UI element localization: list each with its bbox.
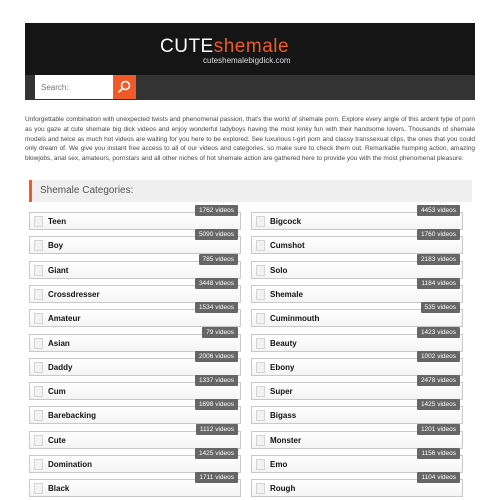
thumbnail-icon (34, 265, 43, 276)
category-name: Giant (48, 265, 69, 275)
category-name: Solo (270, 265, 288, 275)
category-item[interactable] (251, 352, 463, 376)
category-item[interactable] (251, 450, 463, 473)
category-item[interactable] (29, 352, 241, 376)
categories-title: Shemale Categories: (29, 180, 472, 202)
video-count-badge: 1698 videos (195, 399, 238, 410)
category-item[interactable] (29, 377, 241, 400)
video-count-badge: 1112 videos (196, 424, 238, 435)
logo-wordmark (160, 36, 289, 58)
video-count-badge: 1337 videos (195, 375, 238, 386)
thumbnail-icon (256, 289, 265, 300)
category-name: Asian (48, 338, 70, 348)
category-name: Black (48, 484, 70, 494)
video-count-badge: 1423 videos (417, 327, 460, 338)
category-item[interactable] (29, 231, 241, 254)
video-count-badge: 5090 videos (195, 229, 238, 240)
video-count-badge: 1760 videos (417, 229, 460, 240)
category-item[interactable] (29, 474, 241, 497)
category-item[interactable] (29, 450, 241, 473)
thumbnail-icon (256, 265, 265, 276)
category-name: Teen (48, 217, 67, 226)
video-count-badge: 785 videos (199, 254, 238, 265)
thumbnail-icon (34, 483, 43, 494)
thumbnail-icon (34, 313, 43, 324)
thumbnail-icon (256, 240, 265, 251)
video-count-badge: 4453 videos (417, 205, 460, 216)
category-name: Domination (48, 460, 92, 469)
intro-text: Unforgettable combination with unexpected twists and phenomenal passion, that's the world of shemale porn. Explore every angle of this ardent type of porn as you gaze at cute shemale big dick videos and enjoy wonderful ladyboys having the most kinky fun with their handsome lovers. Thousands of shemale models and twice as much hot videos are waiting for you here to be explored. See luxurious t-girl porn and classy transsexual clips, the ones that you could only dream of. We give you instant free access to all of our videos and categories, so make sure to check them out. Remarkable humping action, amazing blowjobs, anal sex, amateurs, pornstars and all other niches of hot shemale action are gathered here to provide you with the most phenomenal pleasure. (25, 116, 475, 163)
site-header (25, 23, 475, 75)
category-name: Beauty (270, 338, 297, 348)
video-count-badge: 3448 videos (195, 278, 238, 289)
category-name: Super (270, 387, 293, 397)
logo-shemale: shemale (213, 36, 290, 57)
video-count-badge: 1002 videos (417, 351, 460, 362)
thumbnail-icon (34, 216, 43, 227)
thumbnail-icon (256, 313, 265, 324)
thumbnail-icon (256, 216, 265, 227)
category-item[interactable] (29, 255, 241, 279)
thumbnail-icon (34, 338, 43, 349)
video-count-badge: 1156 videos (417, 448, 460, 459)
category-name: Boy (48, 241, 64, 251)
category-item[interactable] (29, 207, 241, 230)
category-name: Shemale (270, 289, 303, 299)
category-item[interactable] (251, 255, 463, 279)
category-name: Cumshot (270, 241, 305, 251)
category-item[interactable] (251, 474, 463, 497)
thumbnail-icon (256, 459, 265, 470)
category-name: Monster (270, 435, 302, 445)
thumbnail-icon (34, 459, 43, 470)
logo-domain: cuteshemalebigdick.com (203, 56, 291, 65)
thumbnail-icon (256, 483, 265, 494)
video-count-badge: 1425 videos (195, 448, 238, 459)
logo-cute: CUTE (160, 36, 214, 57)
thumbnail-icon (256, 410, 265, 421)
video-count-badge: 535 videos (421, 302, 460, 313)
categories-panel (29, 180, 472, 500)
video-count-badge: 1425 videos (417, 399, 460, 410)
category-item[interactable] (29, 328, 241, 352)
category-name: Daddy (48, 362, 73, 372)
video-count-badge: 2183 videos (417, 254, 460, 265)
category-name: Amateur (48, 314, 81, 324)
search-button[interactable] (113, 75, 136, 99)
category-item[interactable] (251, 328, 463, 352)
category-name: Rough (270, 484, 296, 494)
category-item[interactable] (29, 425, 241, 449)
category-name: Emo (270, 460, 288, 469)
search-input[interactable] (35, 75, 113, 99)
category-name: Crossdresser (48, 289, 100, 299)
category-item[interactable] (29, 304, 241, 327)
thumbnail-icon (34, 362, 43, 373)
video-count-badge: 1711 videos (195, 472, 238, 483)
video-count-badge: 2006 videos (195, 351, 238, 362)
search-icon (118, 80, 131, 93)
category-item[interactable] (251, 231, 463, 254)
video-count-badge: 1534 videos (195, 302, 238, 313)
category-item[interactable] (251, 279, 463, 303)
category-name: Bigass (270, 411, 297, 421)
category-name: Bigcock (270, 217, 302, 226)
site-logo[interactable] (160, 36, 320, 68)
category-item[interactable] (29, 401, 241, 424)
video-count-badge: 1184 videos (417, 278, 460, 289)
category-item[interactable] (251, 377, 463, 400)
category-name: Cum (48, 387, 66, 397)
video-count-badge: 2478 videos (417, 375, 460, 386)
thumbnail-icon (256, 338, 265, 349)
thumbnail-icon (34, 240, 43, 251)
thumbnail-icon (34, 435, 43, 446)
video-count-badge: 1762 videos (195, 205, 238, 216)
thumbnail-icon (256, 435, 265, 446)
thumbnail-icon (34, 386, 43, 397)
category-item[interactable] (251, 304, 463, 327)
video-count-badge: 1201 videos (417, 424, 460, 435)
category-name: Cute (48, 435, 66, 445)
video-count-badge: 79 videos (202, 327, 238, 338)
category-item[interactable] (251, 207, 463, 230)
search-bar (25, 75, 475, 100)
category-name: Cuminmouth (270, 314, 320, 324)
thumbnail-icon (256, 362, 265, 373)
video-count-badge: 1104 videos (417, 472, 460, 483)
thumbnail-icon (34, 410, 43, 421)
thumbnail-icon (256, 386, 265, 397)
category-item[interactable] (251, 401, 463, 424)
category-name: Barebacking (48, 411, 97, 421)
category-item[interactable] (29, 279, 241, 303)
thumbnail-icon (34, 289, 43, 300)
category-name: Ebony (270, 362, 295, 372)
category-item[interactable] (251, 425, 463, 449)
